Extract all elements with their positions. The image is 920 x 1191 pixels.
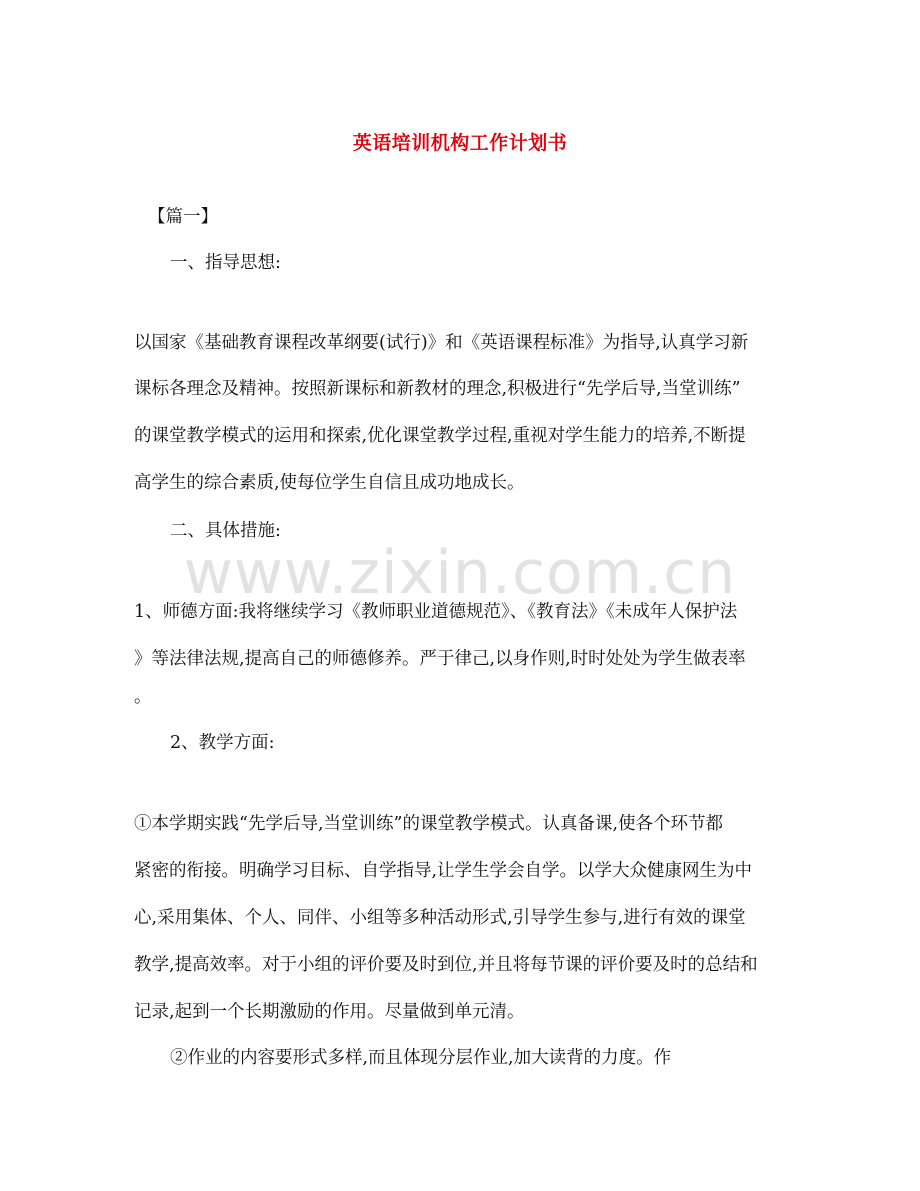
subsection-heading-teaching: 2、教学方面: [170,733,275,753]
paragraph-line: 高学生的综合素质,使每位学生自信且成功地成长。 [134,473,525,493]
paragraph-line: 的课堂教学模式的运用和探索,优化课堂教学过程,重视对学生能力的培养,不断提 [134,426,746,446]
paragraph-line: 心,采用集体、个人、同伴、小组等多种活动形式,引导学生参与,进行有效的课堂 [134,908,746,928]
paragraph-line: ①本学期实践“先学后导,当堂训练”的课堂教学模式。认真备课,使各个环节都 [134,814,724,834]
section-heading-guiding-thought: 一、指导思想: [170,253,281,273]
document-title: 英语培训机构工作计划书 [352,132,568,154]
section-heading-measures: 二、具体措施: [170,521,281,541]
watermark: www.zixin.com.cn [183,538,737,608]
paragraph-line: 。 [134,687,152,707]
paragraph-line: 教学,提高效率。对于小组的评价要及时到位,并且将每节课的评价要及时的总结和 [134,955,758,975]
paragraph-line: 紧密的衔接。明确学习目标、自学指导,让学生学会自学。以学大众健康网生为中 [134,861,753,881]
paragraph-line: ②作业的内容要形式多样,而且体现分层作业,加大读背的力度。作 [170,1048,672,1068]
paragraph-line: 》等法律法规,提高自己的师德修养。严于律己,以身作则,时时处处为学生做表率 [134,649,746,669]
paragraph-line: 以国家《基础教育课程改革纲要(试行)》和《英语课程标准》为指导,认真学习新 [134,333,749,353]
part-label: 【篇一】 [148,207,218,227]
paragraph-line: 1、师德方面:我将继续学习《教师职业道德规范》、《教育法》《未成年人保护法 [134,602,738,622]
paragraph-line: 记录,起到一个长期激励的作用。尽量做到单元清。 [134,1002,525,1022]
paragraph-line: 课标各理念及精神。按照新课标和新教材的理念,积极进行“先学后导,当堂训练” [134,379,741,399]
